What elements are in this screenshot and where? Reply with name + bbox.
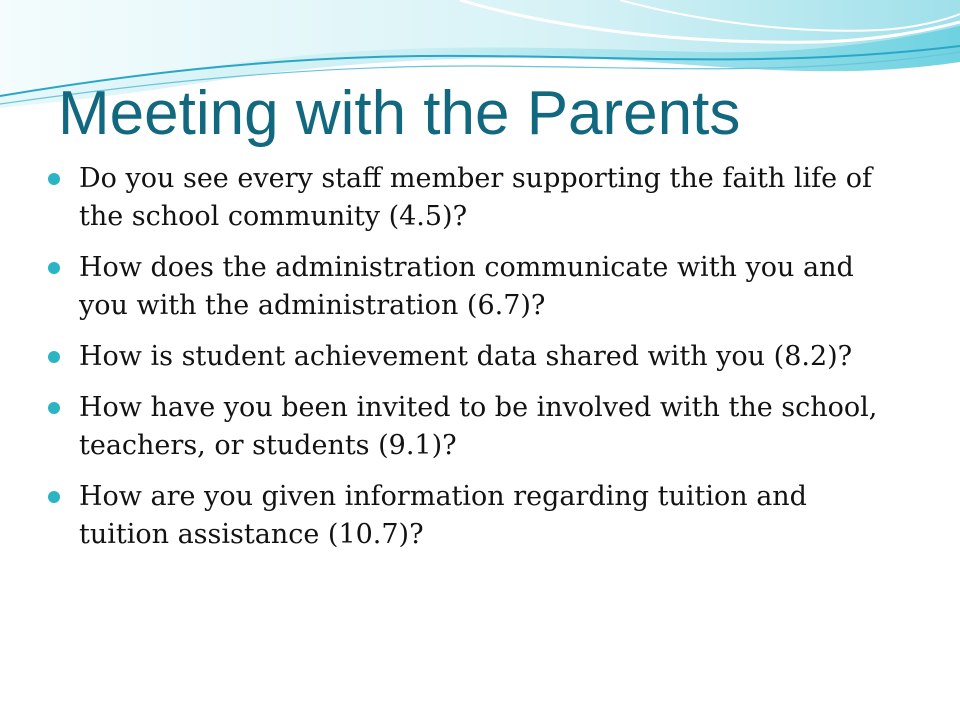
bullet-dot-icon <box>48 402 60 414</box>
bullet-item <box>48 249 888 325</box>
bullet-text: Do you see every staff member supporting the faith life of the school community (4.5)? <box>79 163 872 232</box>
bullet-text: How are you given information regarding tuition and tuition assistance (10.7)? <box>79 481 807 550</box>
bullet-text: How have you been invited to be involved with the school, teachers, or students (9.1)? <box>79 392 878 461</box>
bullet-dot-icon <box>48 351 60 363</box>
bullet-dot-icon <box>48 173 60 185</box>
bullet-dot-icon <box>48 491 60 503</box>
bullet-dot-icon <box>48 262 60 274</box>
bullet-text: How does the administration communicate with you and you with the administration (6.7)? <box>79 252 854 321</box>
bullet-item <box>48 389 888 465</box>
bullet-list <box>48 160 888 567</box>
bullet-item <box>48 478 888 554</box>
bullet-item <box>48 160 888 236</box>
bullet-item <box>48 338 888 376</box>
bullet-text: How is student achievement data shared with you (8.2)? <box>79 341 853 372</box>
slide-title: Meeting with the Parents <box>58 79 741 148</box>
